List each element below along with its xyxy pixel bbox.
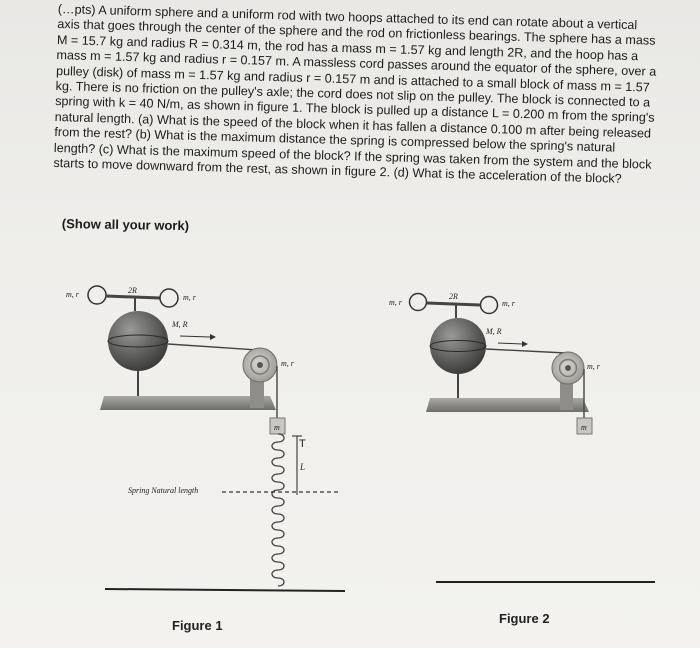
fig1-hoop-right-label: m, r xyxy=(183,293,196,302)
fig1-cord-horizontal xyxy=(168,344,258,350)
fig1-spring xyxy=(272,434,284,586)
fig2-direction-arrow xyxy=(522,341,528,347)
fig2-rod xyxy=(427,303,480,305)
fig2-arrow-line xyxy=(498,343,522,344)
fig1-ground-line xyxy=(105,589,345,591)
problem-text: (…pts) A uniform sphere and a uniform rod with two hoops attached to its end can rotate about a vertical axis that goes through the center of the sphere and the rod on frictionless bearings. The sphere has a mass M = 15.7 kg and radius R = 0.314 m, the rod has a mass m = 1.57 kg and length 2R, and the hoop has a mass m = 1.57 kg and radius r = 0.157 m. A massless cord passes around the equator of the sphere, over a pulley (disk) of mass m = 1.57 kg and radius r = 0.157 m and is attached to a small block of mass m = 1.57 kg. There is no friction on the pulley's axle; the cord does not slip on the pulley. The block is connected to a spring with k = 40 N/m, as shown in figure 1. The block is pulled up a distance L = 0.200 m from the spring's natural length. (a) What is the speed of the block when it has fallen a distance 0.100 m after being released from the rest? (b) What is the maximum distance the spring is compressed below the spring's natural length? (c) What is the maximum speed of the block? If the spring was taken from the system and the block starts to move downward from the rest, as shown in figure 2. (d) What is the acceleration of the block? xyxy=(53,2,657,186)
fig2-left-hoop xyxy=(410,294,427,311)
fig1-rod-label: 2R xyxy=(128,286,137,295)
fig1-left-hoop xyxy=(88,286,106,304)
fig2-sphere-label: M, R xyxy=(486,327,502,336)
fig1-right-hoop xyxy=(160,289,178,307)
figure-1-caption: Figure 1 xyxy=(172,618,223,633)
figure-2 xyxy=(389,292,655,626)
fig1-block-label: m xyxy=(274,423,280,432)
fig1-sphere-label: M, R xyxy=(172,320,188,329)
fig2-hoop-left-label: m, r xyxy=(389,298,402,307)
fig1-base-plate xyxy=(100,396,276,410)
fig2-pulley-axle xyxy=(565,365,571,371)
fig1-rod xyxy=(106,296,160,298)
figure-1 xyxy=(66,286,345,633)
fig1-spring-natural-length-label: Spring Natural length xyxy=(128,486,199,495)
fig2-hoop-right-label: m, r xyxy=(502,299,515,308)
fig1-sphere xyxy=(108,311,168,371)
fig2-cord-horizontal xyxy=(486,349,566,353)
show-work-instruction: (Show all your work) xyxy=(61,216,190,234)
fig2-block-label: m xyxy=(581,423,587,432)
fig1-pulley-axle xyxy=(257,362,263,368)
fig2-pulley-label: m, r xyxy=(587,362,600,371)
figure-2-caption: Figure 2 xyxy=(499,611,550,626)
fig1-hoop-left-label: m, r xyxy=(66,290,79,299)
fig1-pulley-label: m, r xyxy=(281,359,294,368)
fig2-rod-label: 2R xyxy=(449,292,458,301)
fig1-arrow-line xyxy=(180,336,210,337)
fig1-T-label: T xyxy=(299,438,306,450)
fig2-sphere xyxy=(430,318,486,374)
fig2-right-hoop xyxy=(481,297,498,314)
fig1-direction-arrow xyxy=(210,334,216,340)
fig1-L-label: L xyxy=(300,462,306,472)
